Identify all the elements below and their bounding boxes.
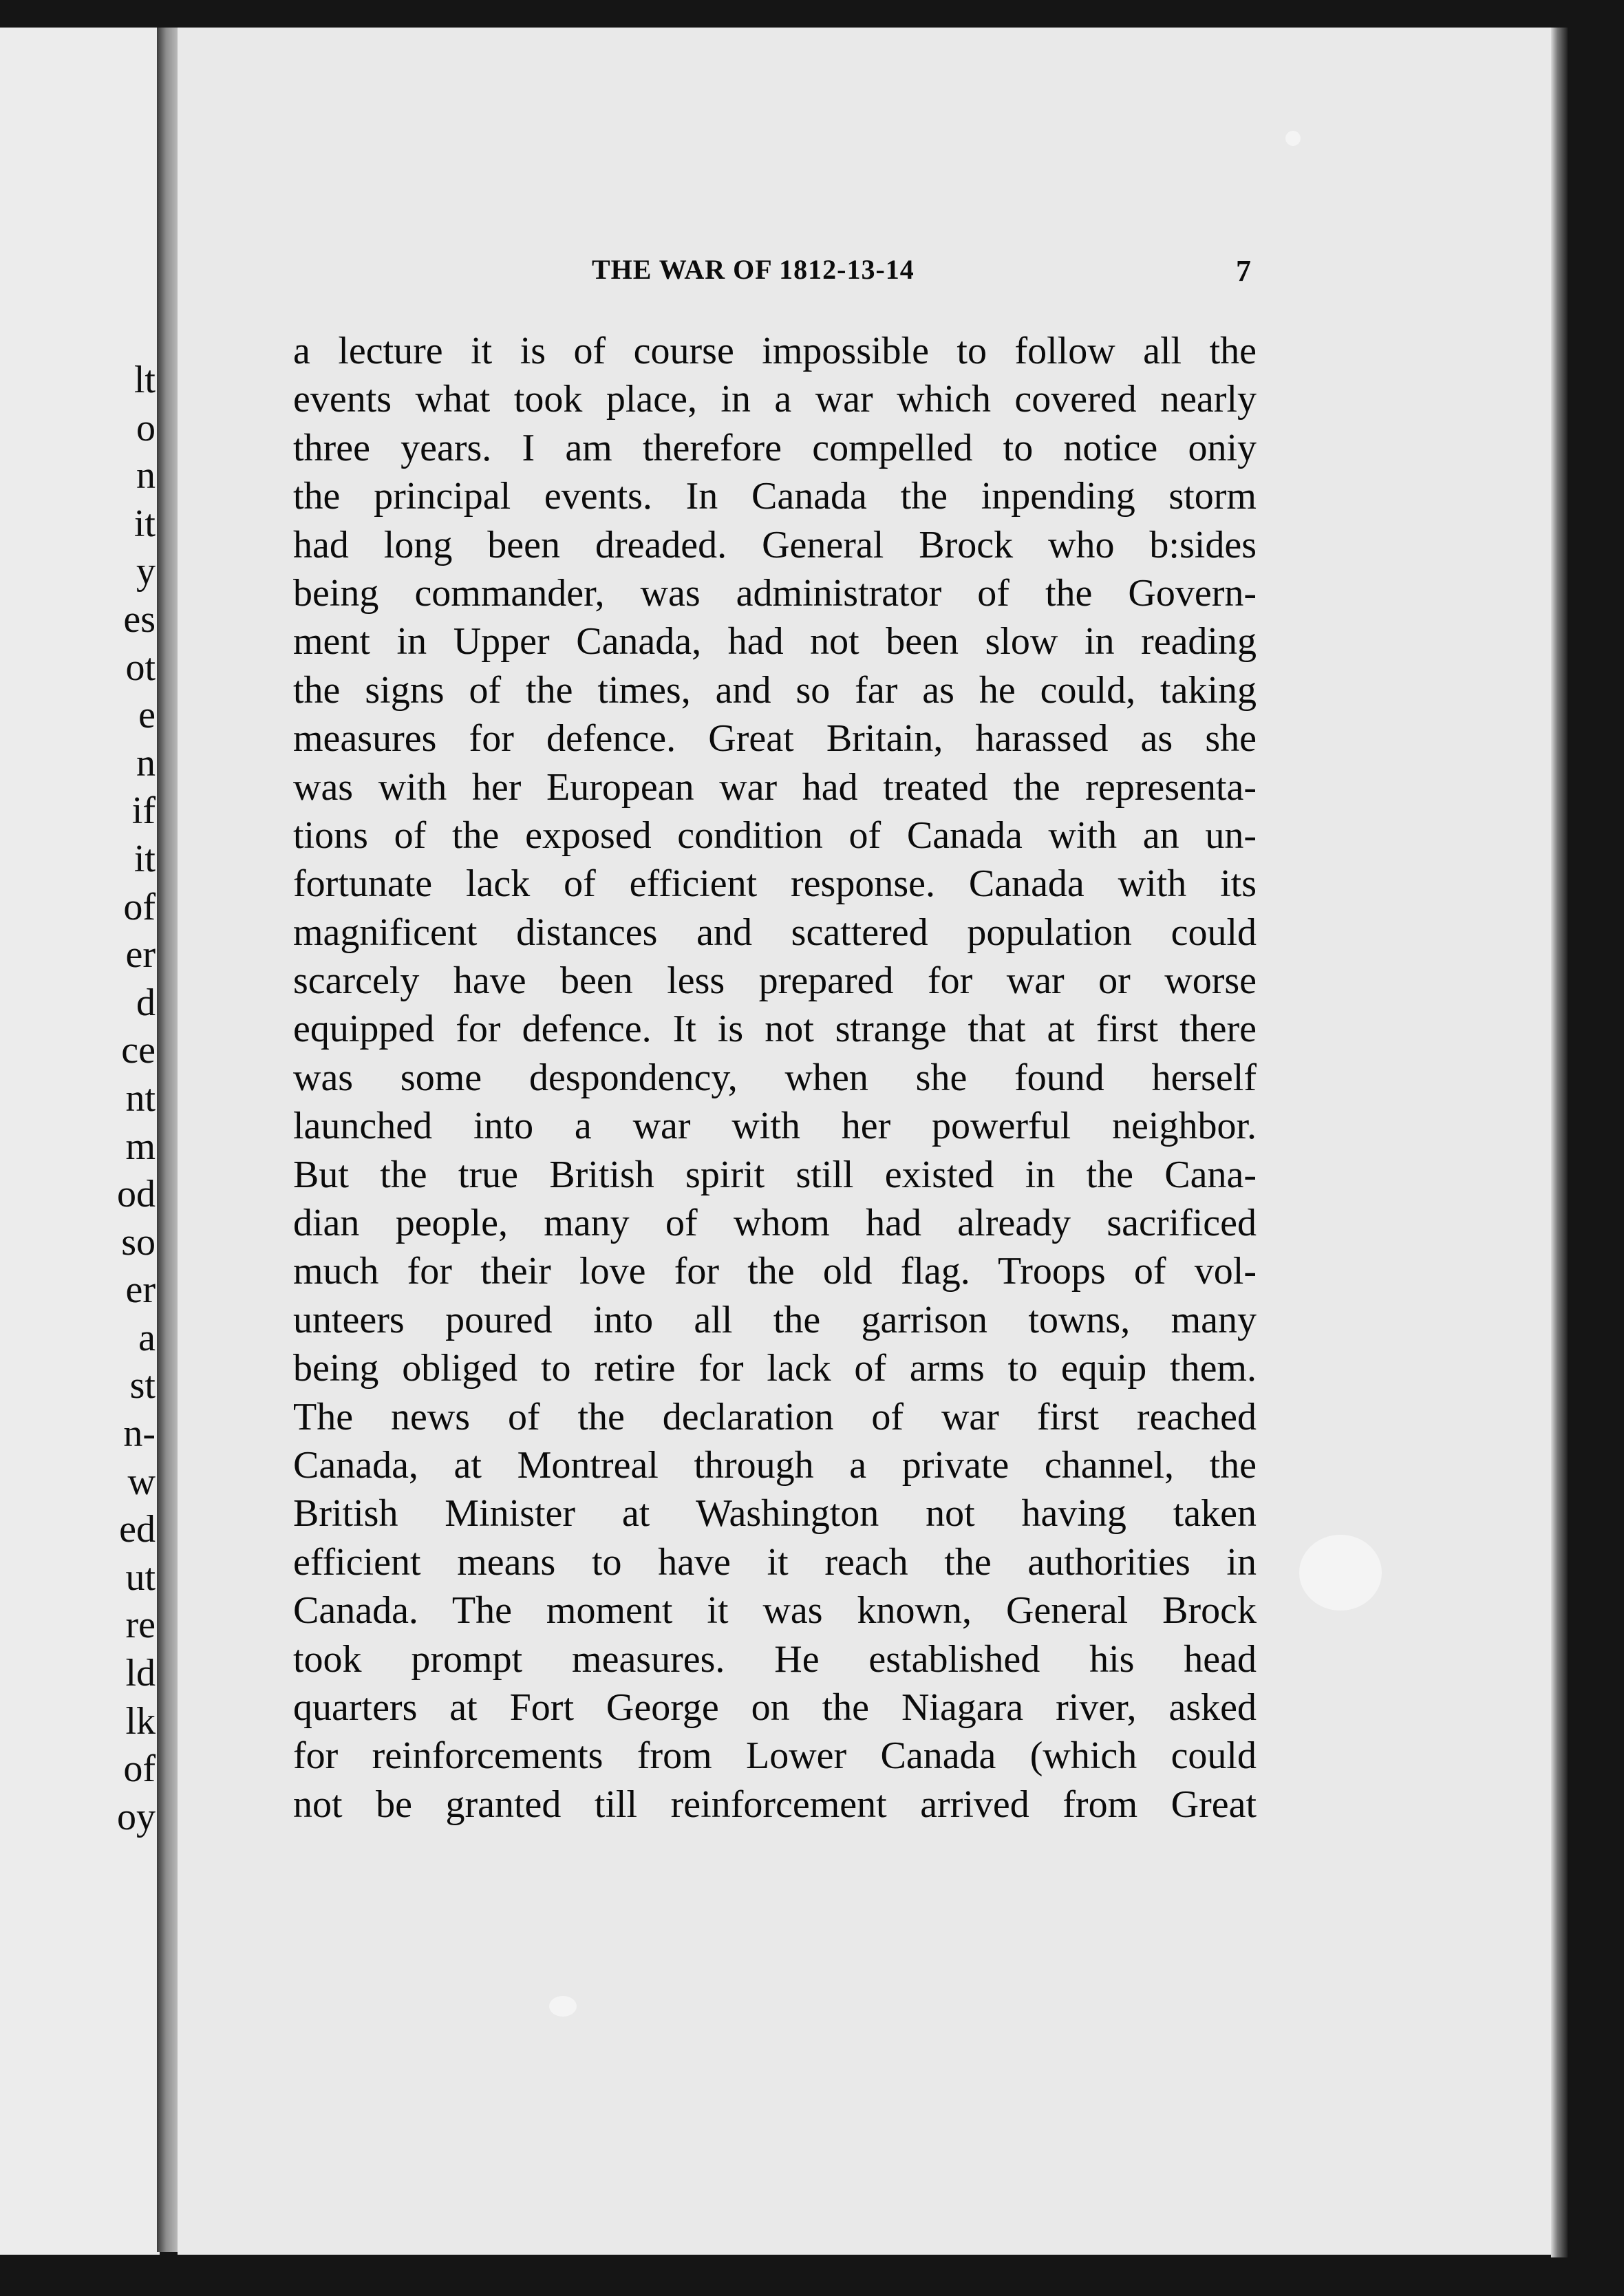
text-line: equipped for defence. It is not strange that at first there	[293, 1008, 1257, 1051]
text-line: launched into a war with her powerful neighbor.	[293, 1105, 1257, 1148]
left-page-fragment: ut	[125, 1555, 156, 1599]
left-page-fragment: d	[136, 981, 156, 1024]
left-page-fragment: of	[123, 885, 156, 928]
left-page-fragment: lt	[133, 359, 156, 401]
text-line: ment in Upper Canada, had not been slow in reading	[293, 620, 1257, 663]
left-page-fragment: nt	[125, 1076, 156, 1120]
text-line: efficient means to have it reach the authorities in	[293, 1540, 1257, 1584]
text-line: a lecture it is of course impossible to follow all the	[293, 330, 1257, 372]
text-line: was with her European war had treated the representa-	[293, 765, 1257, 809]
left-page-fragment: es	[123, 597, 156, 641]
left-page-fragment: ed	[119, 1508, 156, 1551]
text-line: events what took place, in a war which covered nearly	[293, 378, 1257, 421]
page-edge	[1551, 28, 1568, 2257]
text-line: was some despondency, when she found herself	[293, 1056, 1257, 1099]
left-page-fragment: if	[131, 789, 156, 833]
text-line: fortunate lack of efficient response. Canada with its	[293, 862, 1257, 906]
text-line: three years. I am therefore compelled to notice oniy	[293, 426, 1257, 469]
text-line: magnificent distances and scattered population could	[293, 911, 1257, 954]
page-number: 7	[1236, 254, 1251, 288]
text-line: the signs of the times, and so far as he could, taking	[293, 668, 1257, 712]
text-line: being obliged to retire for lack of arms to equip them.	[293, 1347, 1257, 1390]
paper-speck	[1299, 1535, 1382, 1611]
left-page-fragment: er	[125, 1268, 156, 1312]
left-page-fragment: oy	[117, 1795, 156, 1838]
left-page-fragment: n-	[123, 1412, 156, 1456]
left-page-fragment: od	[117, 1173, 156, 1216]
left-page-fragment: ce	[121, 1029, 156, 1072]
left-page-fragment: it	[133, 502, 156, 545]
left-page-text-fragments	[73, 357, 156, 1841]
paper-speck	[549, 1996, 577, 2017]
left-page-fragment: lk	[125, 1699, 156, 1743]
text-line: for reinforcements from Lower Canada (which could	[293, 1734, 1257, 1778]
left-page-fragment: o	[136, 406, 156, 449]
text-line: took prompt measures. He established his head	[293, 1637, 1257, 1681]
text-line: The news of the declaration of war first reached	[293, 1395, 1257, 1438]
left-page-fragment: e	[138, 694, 156, 737]
text-line: not be granted till reinforcement arrived from Great	[293, 1783, 1257, 1826]
text-line: scarcely have been less prepared for war or worse	[293, 959, 1257, 1003]
left-page	[0, 28, 160, 2255]
left-page-fragment: m	[125, 1125, 156, 1168]
text-line: much for their love for the old flag. Troops of vol-	[293, 1250, 1257, 1293]
text-line: tions of the exposed condition of Canada with an un-	[293, 814, 1257, 857]
text-line: being commander, was administrator of the Govern-	[293, 571, 1257, 615]
text-line: But the true British spirit still existed in the Cana-	[293, 1153, 1257, 1196]
left-page-fragment: it	[133, 837, 156, 880]
text-line: British Minister at Washington not having taken	[293, 1492, 1257, 1535]
left-page-fragment: er	[125, 933, 156, 977]
text-line: Canada. The moment it was known, General Brock	[293, 1589, 1257, 1633]
text-line: the principal events. In Canada the inpending storm	[293, 475, 1257, 518]
left-page-fragment: of	[123, 1747, 156, 1791]
left-page-fragment: re	[125, 1604, 156, 1647]
left-page-fragment: n	[136, 741, 156, 785]
text-line: measures for defence. Great Britain, harassed as she	[293, 717, 1257, 761]
left-page-fragment: n	[136, 454, 156, 498]
body-text	[293, 327, 1257, 1829]
left-page-fragment: y	[136, 550, 156, 593]
running-head: THE WAR OF 1812-13-14	[592, 254, 915, 285]
left-page-fragment: w	[127, 1460, 156, 1503]
left-page-fragment: ot	[125, 646, 156, 689]
left-page-fragment: st	[129, 1364, 156, 1407]
text-line: had long been dreaded. General Brock who b:sides	[293, 523, 1257, 566]
paper-speck	[1285, 131, 1301, 146]
text-line: unteers poured into all the garrison towns, many	[293, 1298, 1257, 1341]
book-gutter	[157, 28, 178, 2252]
text-line: Canada, at Montreal through a private channel, the	[293, 1443, 1257, 1487]
text-line: quarters at Fort George on the Niagara river, asked	[293, 1686, 1257, 1729]
left-page-fragment: so	[121, 1220, 156, 1264]
text-line: dian people, many of whom had already sacrificed	[293, 1202, 1257, 1245]
left-page-fragment: ld	[125, 1652, 156, 1695]
left-page-fragment: a	[138, 1316, 156, 1359]
